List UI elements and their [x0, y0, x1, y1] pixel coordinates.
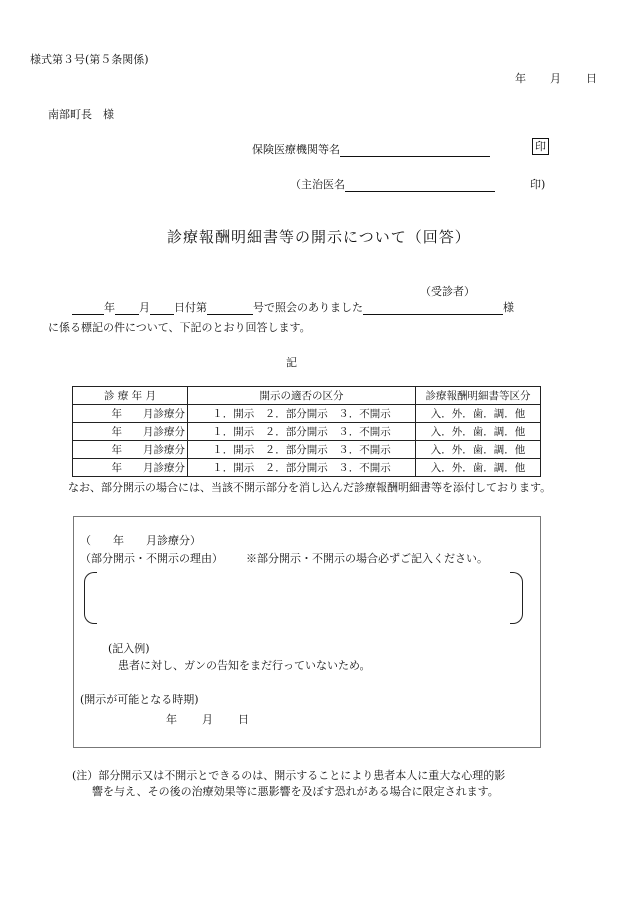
seal-2: 印): [530, 178, 546, 191]
institution-row: [252, 141, 490, 157]
example-text: 患者に対し、ガンの告知をまだ行っていないため。: [118, 659, 371, 672]
footnote-line-2: 響を与え、その後の治療効果等に悪影響を及ぼす恐れがある場合に限定されます。: [92, 785, 499, 798]
institution-name-field[interactable]: [340, 144, 490, 157]
reference-number-field[interactable]: [207, 302, 253, 315]
row-disclosure[interactable]: １．開示 ２．部分開示 ３．不開示: [188, 459, 416, 477]
note-after-table: なお、部分開示の場合には、当該不開示部分を消し込んだ診療報酬明細書等を添付しております。: [68, 481, 552, 494]
header-disclosure-category: 開示の適否の区分: [188, 387, 416, 405]
honorific: 様: [503, 301, 514, 314]
year-field[interactable]: [72, 302, 104, 315]
institution-label: 保険医療機関等名: [252, 143, 340, 156]
row-disclosure[interactable]: １．開示 ２．部分開示 ３．不開示: [188, 441, 416, 459]
seal-1: 印: [532, 138, 549, 155]
row-statement[interactable]: 入．外．歯．調．他: [416, 423, 541, 441]
row-statement[interactable]: 入．外．歯．調．他: [416, 459, 541, 477]
box-period: （ 年 月診療分）: [80, 534, 201, 547]
row-statement[interactable]: 入．外．歯．調．他: [416, 405, 541, 423]
table-row: [73, 459, 541, 477]
doctor-label: （主治医名: [290, 178, 345, 191]
ki-heading: 記: [286, 356, 297, 369]
document-title: 診療報酬明細書等の開示について（回答）: [167, 228, 471, 246]
row-disclosure[interactable]: １．開示 ２．部分開示 ３．不開示: [188, 405, 416, 423]
available-month: 月: [202, 713, 213, 726]
row-statement[interactable]: 入．外．歯．調．他: [416, 441, 541, 459]
patient-name-field[interactable]: [363, 302, 503, 315]
day-field[interactable]: [150, 302, 174, 315]
header-treatment-month: 診 療 年 月: [73, 387, 188, 405]
body-line-2: に係る標記の件について、下記のとおり回答します。: [48, 321, 311, 334]
table-header-row: [73, 387, 541, 405]
example-label: (記入例): [108, 642, 150, 655]
month-field[interactable]: [115, 302, 139, 315]
row-month[interactable]: 年 月診療分: [73, 459, 188, 477]
doctor-name-field[interactable]: [345, 179, 495, 192]
date-month: 月: [550, 72, 561, 85]
form-number: 様式第３号(第５条関係): [30, 53, 149, 66]
inquiry-line: [72, 299, 514, 315]
row-month[interactable]: 年 月診療分: [73, 423, 188, 441]
available-year: 年: [166, 713, 177, 726]
available-day: 日: [238, 713, 249, 726]
reason-note: ※部分開示・不開示の場合必ずご記入ください。: [246, 552, 488, 565]
header-statement-category: 診療報酬明細書等区分: [416, 387, 541, 405]
bracket-left: [84, 572, 97, 624]
doctor-row: [290, 176, 495, 192]
row-month[interactable]: 年 月診療分: [73, 441, 188, 459]
month-label: 月: [139, 301, 150, 314]
row-disclosure[interactable]: １．開示 ２．部分開示 ３．不開示: [188, 423, 416, 441]
footnote-line-1: (注）部分開示又は不開示とできるのは、開示することにより患者本人に重大な心理的影: [72, 769, 506, 782]
seal-mark: [532, 138, 549, 155]
available-label: (開示が可能となる時期): [80, 693, 199, 706]
reason-label: （部分開示・不開示の理由）: [80, 552, 223, 565]
addressee: 南部町長 様: [48, 108, 114, 121]
table-row: [73, 441, 541, 459]
number-phrase: 号で照会のありました: [253, 301, 363, 314]
reason-text-area[interactable]: [100, 574, 505, 620]
date-year: 年: [515, 72, 526, 85]
row-month[interactable]: 年 月診療分: [73, 405, 188, 423]
dated-label: 日付第: [174, 301, 207, 314]
table-row: [73, 423, 541, 441]
bracket-right: [510, 572, 523, 624]
disclosure-table: [72, 386, 541, 477]
patient-label: （受診者）: [420, 285, 475, 298]
date-day: 日: [586, 72, 597, 85]
year-label: 年: [104, 301, 115, 314]
table-row: [73, 405, 541, 423]
